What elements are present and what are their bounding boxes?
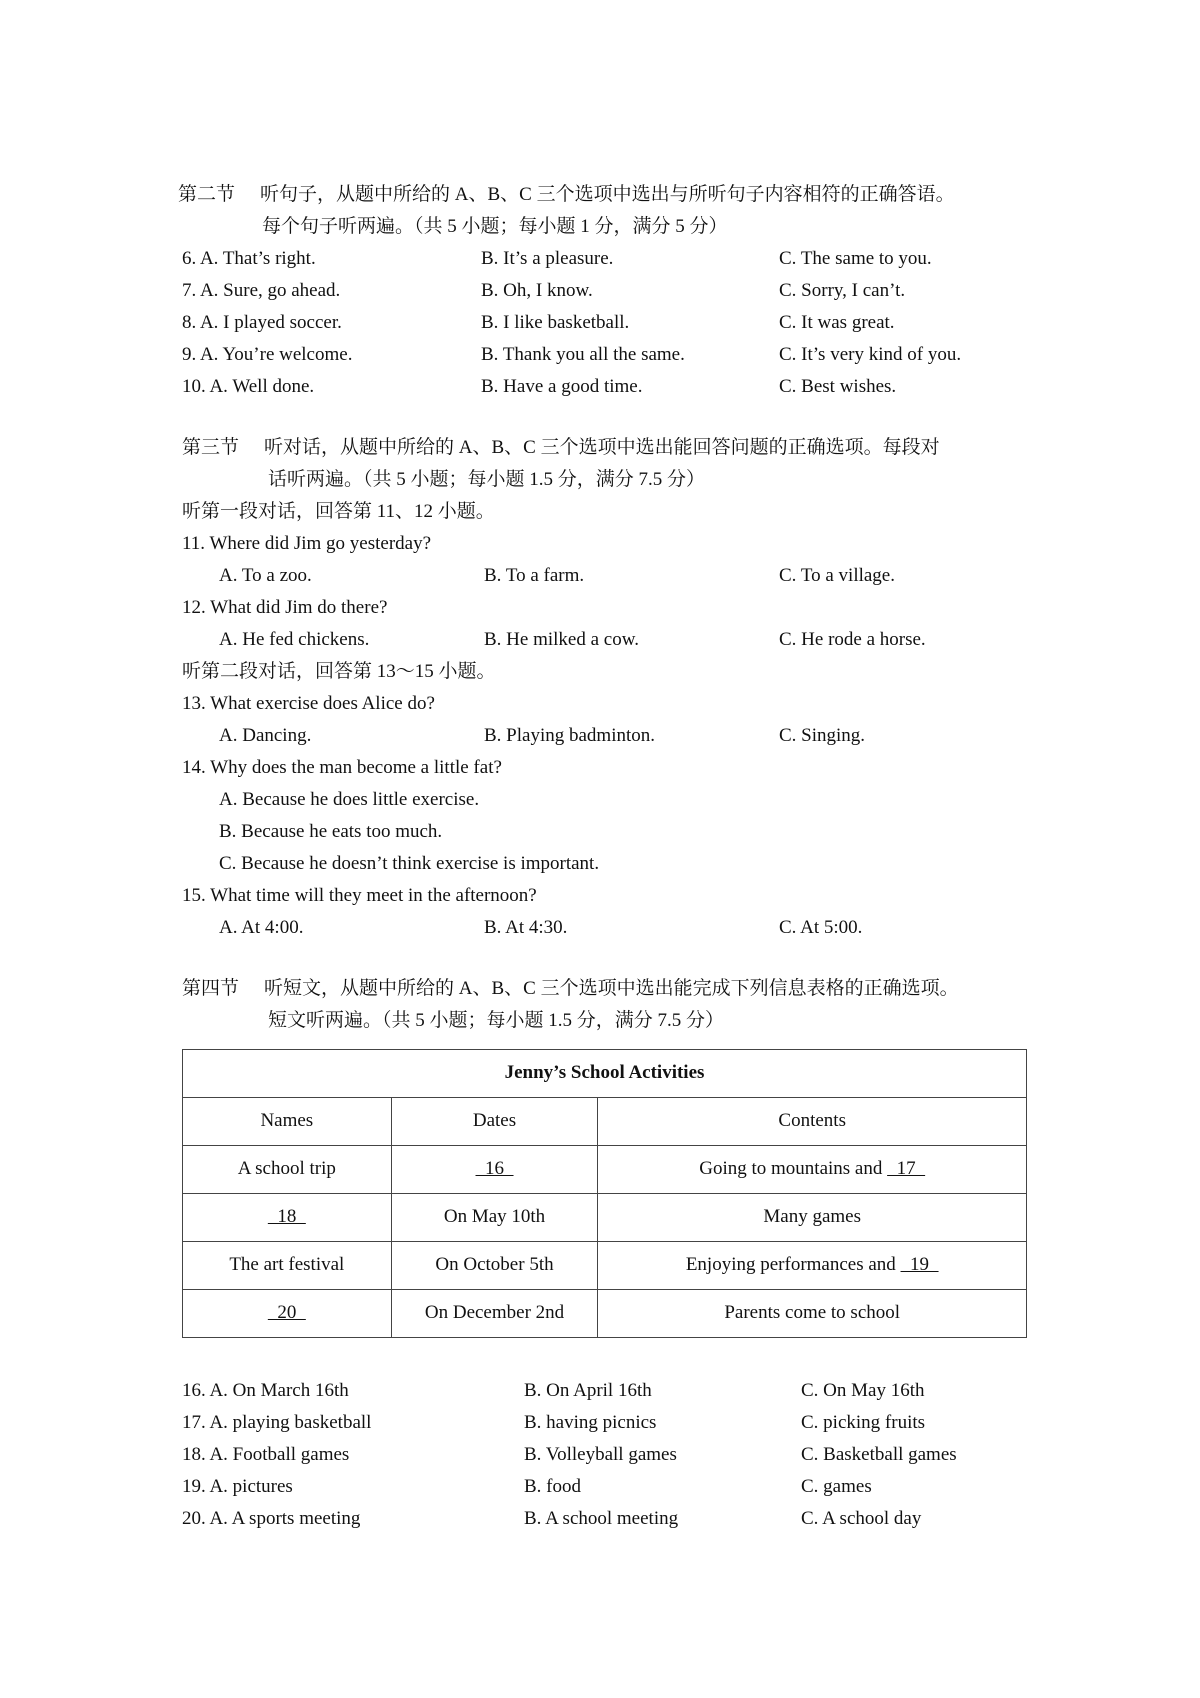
option-c: C. picking fruits [801,1412,926,1433]
question-12-stem: 12. What did Jim do there? [182,597,388,618]
option-a: 19. A. pictures [182,1476,293,1497]
section2-heading [178,184,955,207]
question-10 [0,376,1200,402]
option-a: A. At 4:00. [219,917,304,938]
option-c: C. It’s very kind of you. [779,344,962,365]
question-16 [0,1380,1200,1406]
option-c: C. Sorry, I can’t. [779,280,906,301]
option-b: B. On April 16th [524,1380,652,1401]
cell-content [598,1146,1027,1194]
option-a: 7. A. Sure, go ahead. [182,280,341,301]
option-b: B. food [524,1476,581,1497]
question-13-stem: 13. What exercise does Alice do? [182,693,435,714]
section4-instruction-line2: 短文听两遍。（共 5 小题；每小题 1.5 分，满分 7.5 分） [268,1010,725,1031]
question-19 [0,1476,1200,1502]
section4-instruction-line1: 听短文，从题中所给的 A、B、C 三个选项中选出能完成下列信息表格的正确选项。 [264,978,959,999]
option-b: B. Have a good time. [481,376,643,397]
option-c: C. games [801,1476,872,1497]
blank-18: 18 [267,1206,306,1228]
cell-content [598,1242,1027,1290]
section3-instruction-line1: 听对话，从题中所给的 A、B、C 三个选项中选出能回答问题的正确选项。每段对 [264,437,940,458]
option-c: C. Basketball games [801,1444,957,1465]
question-8 [0,312,1200,338]
question-15-options [0,917,1200,943]
table-row [183,1194,1027,1242]
option-c: C. Singing. [779,725,866,746]
option-b: B. I like basketball. [481,312,630,333]
section4-label: 第四节 [182,978,240,999]
cell-content-text: Going to mountains and [699,1158,888,1180]
table-title-row [183,1050,1027,1098]
option-b: B. He milked a cow. [484,629,639,650]
option-b: B. Thank you all the same. [481,344,685,365]
option-b: B. having picnics [524,1412,657,1433]
question-14-stem: 14. Why does the man become a little fat? [182,757,502,778]
cell-date: On October 5th [391,1242,598,1290]
dialog1-heading: 听第一段对话，回答第 11、12 小题。 [182,501,495,522]
option-a: A. Dancing. [219,725,312,746]
question-6 [0,248,1200,274]
option-a: 16. A. On March 16th [182,1380,349,1401]
option-c: C. He rode a horse. [779,629,926,650]
cell-content: Many games [598,1194,1027,1242]
question-14-option-a: A. Because he does little exercise. [219,789,480,810]
table-header-row [183,1098,1027,1146]
question-15-stem: 15. What time will they meet in the afternoon? [182,885,537,906]
question-14-option-c: C. Because he doesn’t think exercise is important. [219,853,600,874]
section3-instruction-line2: 话听两遍。（共 5 小题；每小题 1.5 分，满分 7.5 分） [268,469,706,490]
option-b: B. It’s a pleasure. [481,248,614,269]
blank-20: 20 [267,1302,306,1324]
option-c: C. Best wishes. [779,376,897,397]
blank-17: 17 [887,1158,926,1180]
table-title: Jenny’s School Activities [183,1050,1027,1098]
section3-label: 第三节 [182,437,240,458]
option-a: 17. A. playing basketball [182,1412,372,1433]
section4-heading [182,978,959,1001]
option-c: C. On May 16th [801,1380,925,1401]
option-b: B. To a farm. [484,565,585,586]
option-a: 6. A. That’s right. [182,248,316,269]
option-b: B. A school meeting [524,1508,679,1529]
section2-instruction-line1: 听句子，从题中所给的 A、B、C 三个选项中选出与所听句子内容相符的正确答语。 [260,184,955,205]
option-c: C. To a village. [779,565,895,586]
option-a: 20. A. A sports meeting [182,1508,361,1529]
cell-date: On December 2nd [391,1290,598,1338]
dialog2-heading: 听第二段对话，回答第 13～15 小题。 [182,661,496,682]
question-14-option-b: B. Because he eats too much. [219,821,443,842]
blank-19: 19 [900,1254,939,1276]
header-dates: Dates [391,1098,598,1146]
blank-16: 16 [475,1158,514,1180]
question-18 [0,1444,1200,1470]
option-b: B. Playing badminton. [484,725,655,746]
question-11-options [0,565,1200,591]
question-20 [0,1508,1200,1534]
option-a: 8. A. I played soccer. [182,312,342,333]
question-12-options [0,629,1200,655]
cell-name: A school trip [183,1146,392,1194]
table-row [183,1290,1027,1338]
activities-table [182,1049,1027,1338]
question-13-options [0,725,1200,751]
cell-content-text: Enjoying performances and [685,1254,901,1276]
option-c: C. A school day [801,1508,922,1529]
table-row [183,1146,1027,1194]
option-b: B. At 4:30. [484,917,568,938]
option-b: B. Oh, I know. [481,280,593,301]
option-a: A. He fed chickens. [219,629,370,650]
option-a: 10. A. Well done. [182,376,315,397]
section3-heading [182,437,940,460]
question-17 [0,1412,1200,1438]
cell-name: The art festival [183,1242,392,1290]
option-c: C. It was great. [779,312,895,333]
header-contents: Contents [598,1098,1027,1146]
option-a: 18. A. Football games [182,1444,350,1465]
option-c: C. The same to you. [779,248,932,269]
option-b: B. Volleyball games [524,1444,677,1465]
section2-label: 第二节 [178,184,236,205]
option-c: C. At 5:00. [779,917,863,938]
question-9 [0,344,1200,370]
header-names: Names [183,1098,392,1146]
cell-name [183,1290,392,1338]
section2-instruction-line2: 每个句子听两遍。（共 5 小题；每小题 1 分，满分 5 分） [262,216,728,237]
cell-date [391,1146,598,1194]
option-a: A. To a zoo. [219,565,312,586]
cell-date: On May 10th [391,1194,598,1242]
cell-content: Parents come to school [598,1290,1027,1338]
cell-name [183,1194,392,1242]
option-a: 9. A. You’re welcome. [182,344,353,365]
table-row [183,1242,1027,1290]
question-7 [0,280,1200,306]
question-11-stem: 11. Where did Jim go yesterday? [182,533,432,554]
